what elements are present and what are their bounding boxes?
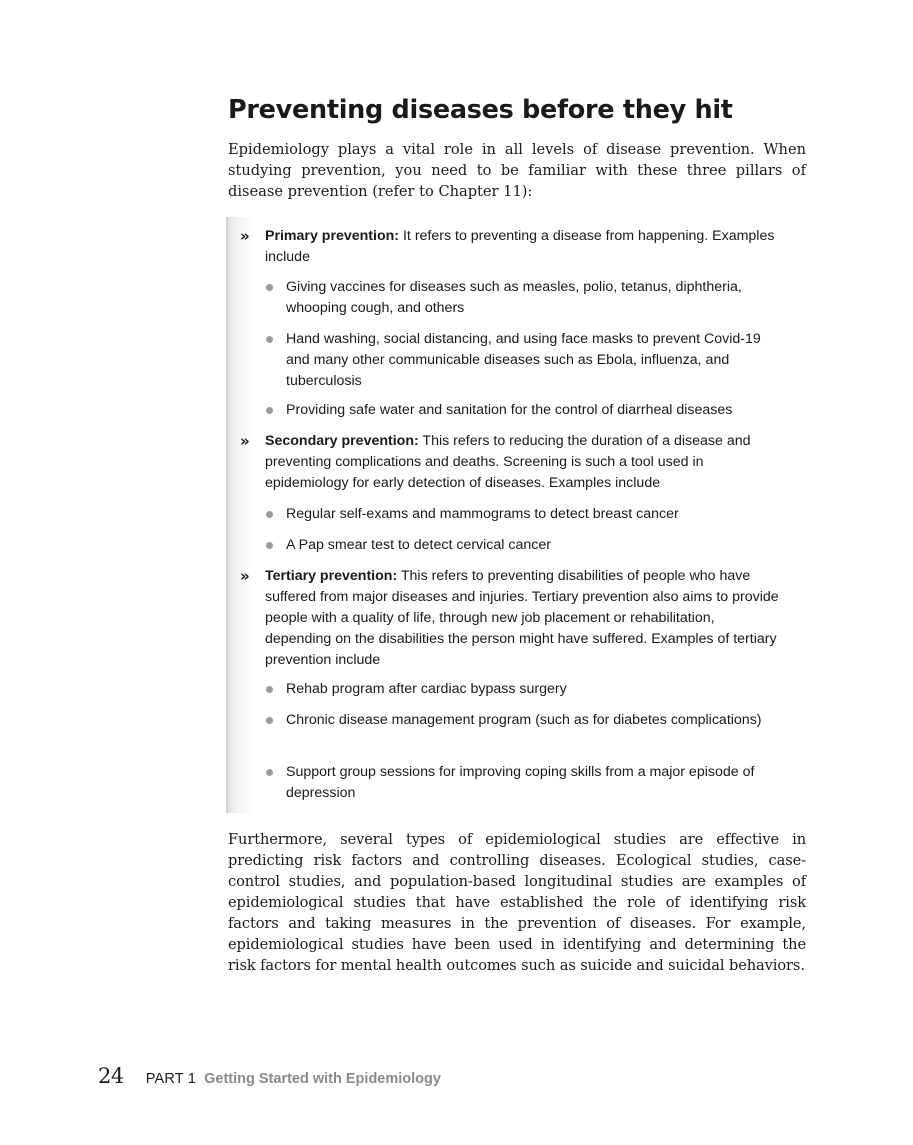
pillar-description: This refers to reducing the duration of a disease and preventing complications and deaths. Screening is such a tool used in epidemiology for early detection of diseases. Examples include bbox=[265, 433, 751, 491]
double-chevron-icon: » bbox=[240, 432, 247, 450]
bullet-dot-icon bbox=[266, 511, 273, 518]
page-number: 24 bbox=[98, 1064, 124, 1088]
list-item: Giving vaccines for diseases such as measles, polio, tetanus, diphtheria, whooping cough, and others bbox=[266, 277, 766, 319]
prevention-pillars-list bbox=[226, 217, 813, 813]
part-title: Getting Started with Epidemiology bbox=[204, 1071, 441, 1087]
list-item: Chronic disease management program (such as for diabetes complications) bbox=[266, 710, 766, 731]
list-item: Regular self-exams and mammograms to detect breast cancer bbox=[266, 504, 766, 525]
list-item: Hand washing, social distancing, and using face masks to prevent Covid-19 and many other communicable diseases such as Ebola, influenza, and tuberculosis bbox=[266, 329, 766, 392]
pillar-term: Primary prevention: bbox=[265, 228, 400, 244]
double-chevron-icon: » bbox=[240, 567, 247, 585]
list-item: Rehab program after cardiac bypass surgery bbox=[266, 679, 766, 700]
bullet-dot-icon bbox=[266, 717, 273, 724]
bullet-dot-icon bbox=[266, 336, 273, 343]
pillar-primary bbox=[240, 226, 780, 268]
bullet-dot-icon bbox=[266, 407, 273, 414]
intro-paragraph: Epidemiology plays a vital role in all levels of disease prevention. When studying prevention, you need to be familiar with these three pillars of disease prevention (refer to Chapter 11): bbox=[228, 141, 806, 200]
pillar-term: Secondary prevention: bbox=[265, 433, 419, 449]
bullet-dot-icon bbox=[266, 284, 273, 291]
bullet-dot-icon bbox=[266, 686, 273, 693]
section-heading: Preventing diseases before they hit bbox=[228, 95, 733, 125]
pillar-secondary bbox=[240, 431, 780, 494]
bullet-dot-icon bbox=[266, 769, 273, 776]
list-item: A Pap smear test to detect cervical cancer bbox=[266, 535, 766, 556]
part-label: PART 1 bbox=[145, 1071, 197, 1087]
pillar-tertiary bbox=[240, 566, 780, 671]
closing-paragraph: Furthermore, several types of epidemiological studies are effective in predicting risk factors and controlling diseases. Ecological studies, case-control studies, and population-based longitudinal studies are examples of epidemiological studies that have established the role of identifying risk factors and taking measures in the prevention of diseases. For example, epidemiological studies have been used in identifying and determining the risk factors for mental health outcomes such as suicide and suicidal behaviors. bbox=[228, 831, 806, 974]
page-footer bbox=[98, 1064, 441, 1094]
list-item: Providing safe water and sanitation for the control of diarrheal diseases bbox=[266, 400, 766, 421]
bullet-dot-icon bbox=[266, 542, 273, 549]
list-item: Support group sessions for improving coping skills from a major episode of depression bbox=[266, 762, 766, 804]
pillar-description: It refers to preventing a disease from happening. Examples include bbox=[265, 228, 775, 265]
pillar-description: This refers to preventing disabilities of people who have suffered from major diseases and injuries. Tertiary prevention also aims to provide people with a quality of life, through new job placement or rehabilitation, depending on the disabilities the person might have suffered. Examples of tertiary prevention include bbox=[265, 568, 779, 668]
pillar-term: Tertiary prevention: bbox=[265, 568, 398, 584]
double-chevron-icon: » bbox=[240, 227, 247, 245]
